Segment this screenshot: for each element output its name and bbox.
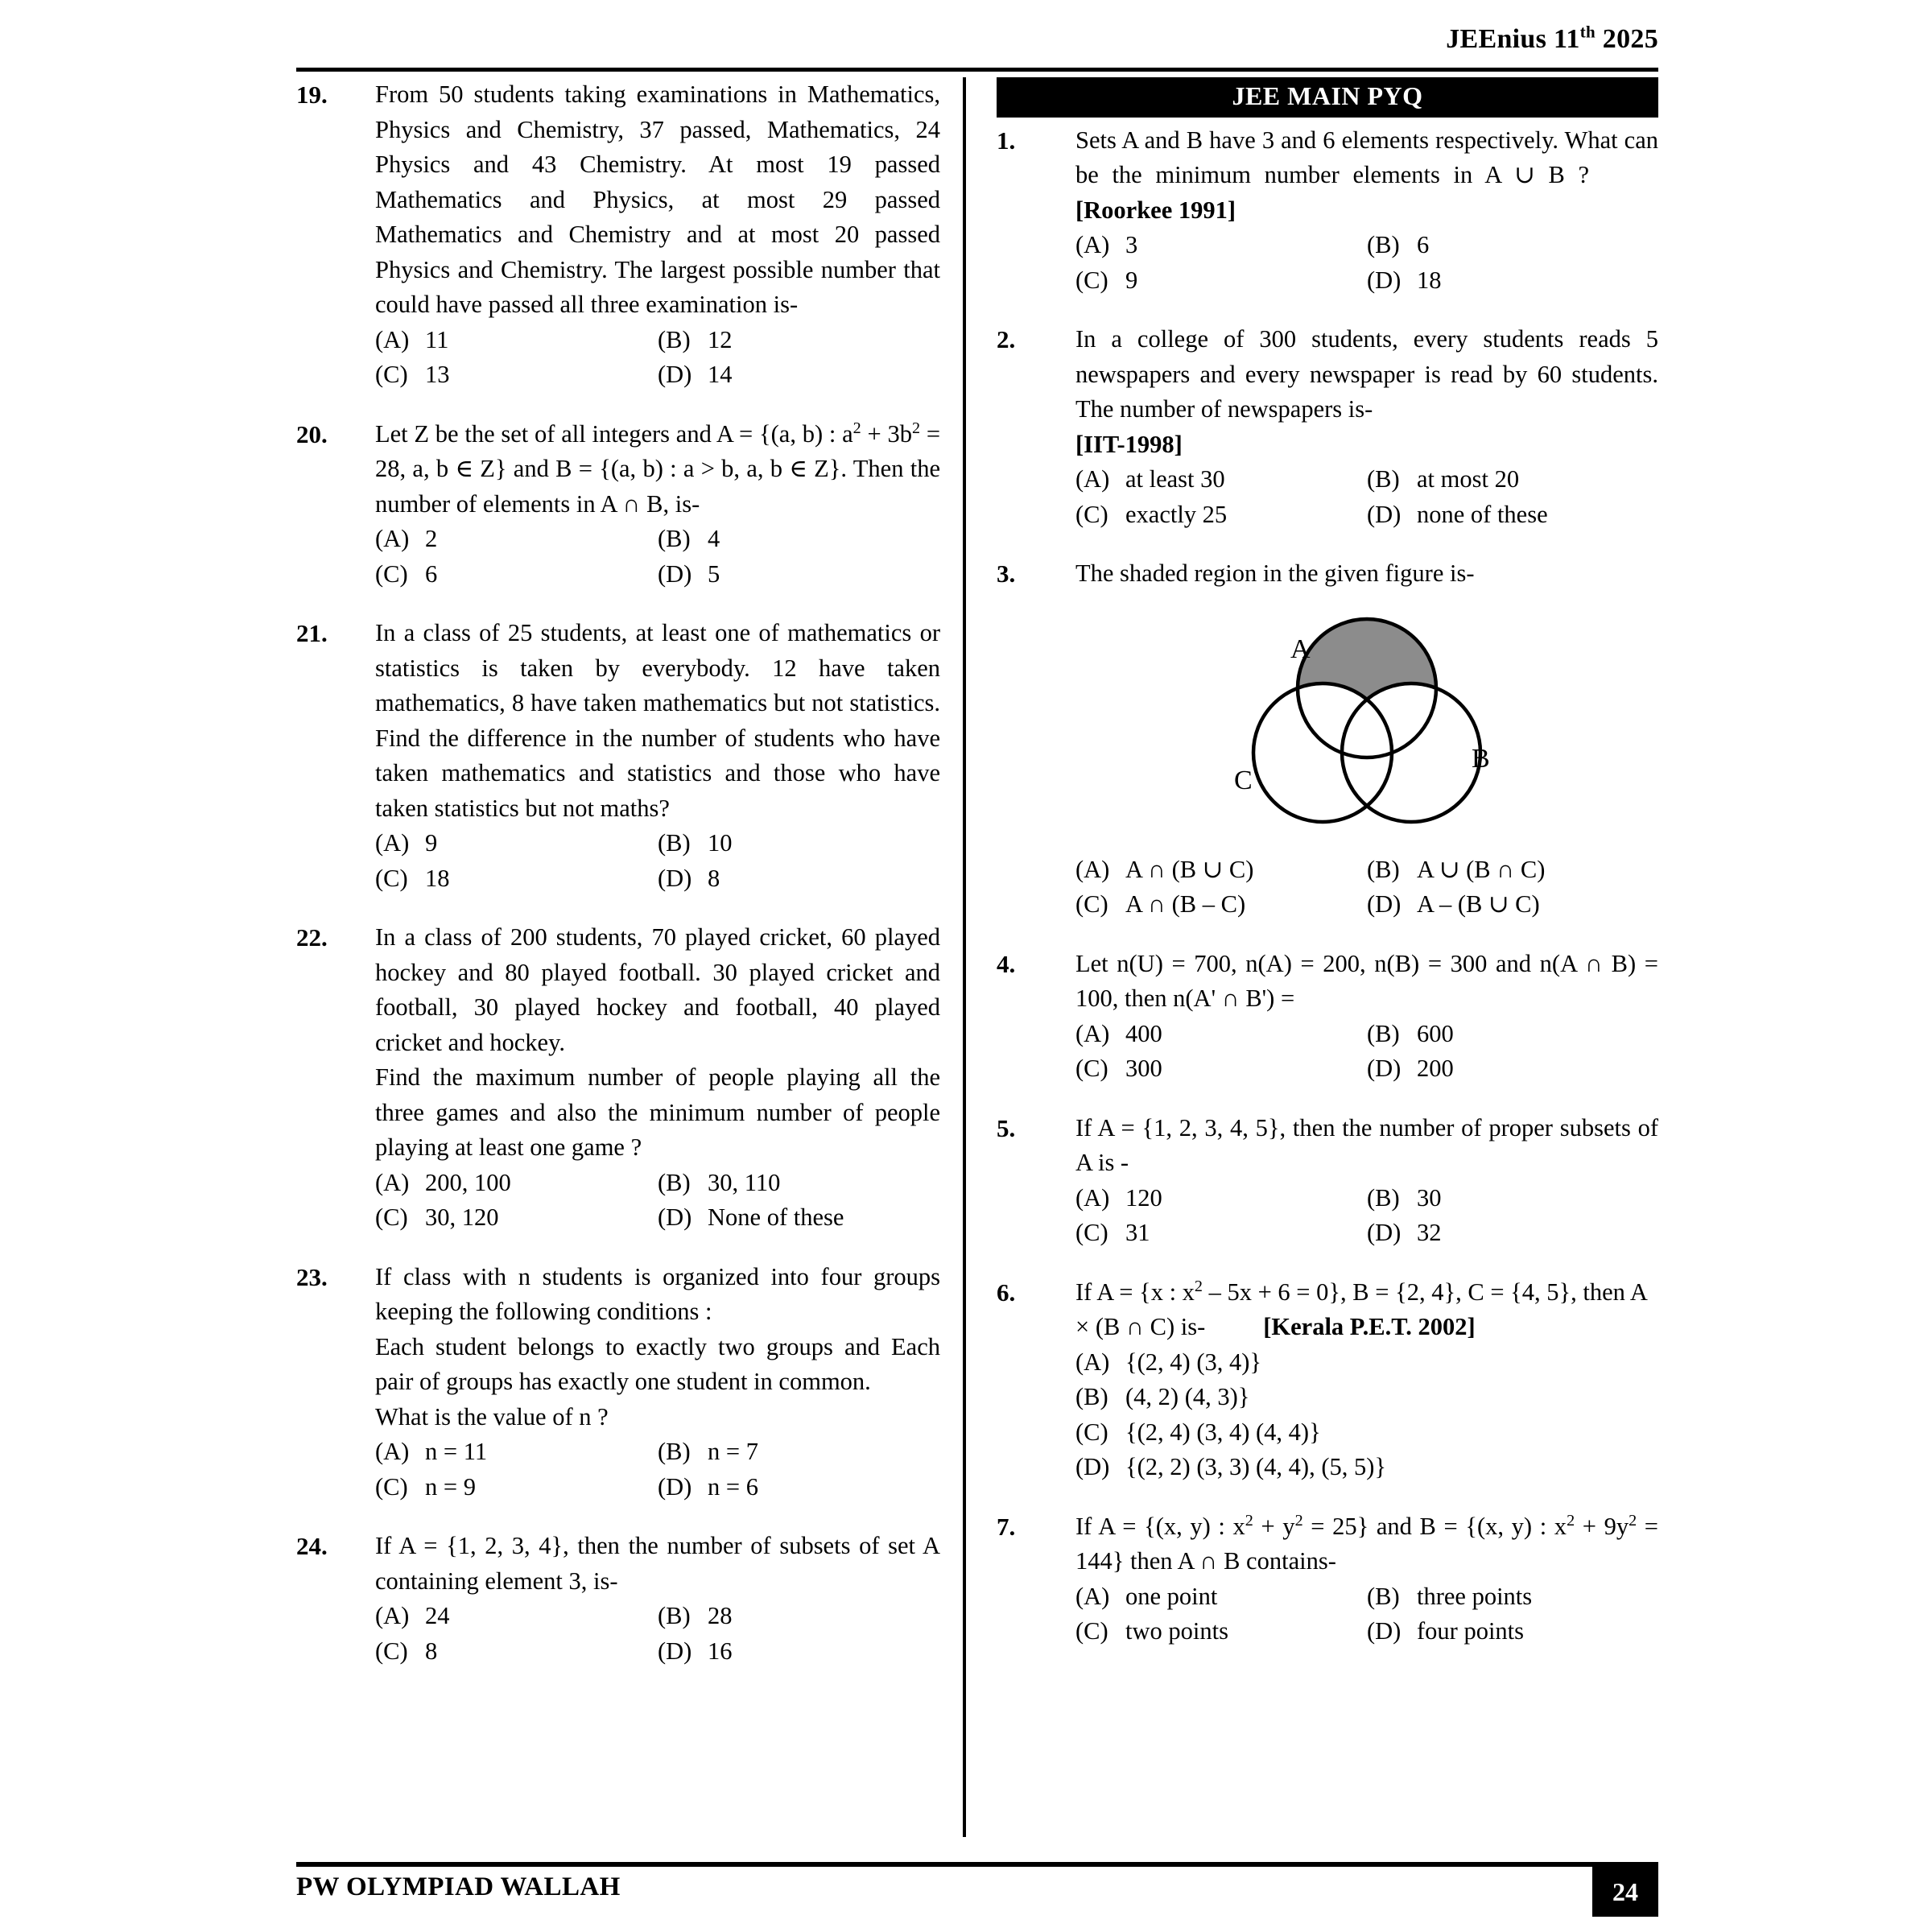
column-divider — [963, 77, 966, 1837]
option-c-label: (C) — [1075, 1617, 1108, 1645]
options-row — [375, 1435, 940, 1470]
footer-rule — [296, 1862, 1658, 1867]
option-a-label: (A) — [375, 525, 410, 552]
option-b-label: (B) — [1075, 1383, 1108, 1411]
option-a-text: 24 — [425, 1602, 450, 1629]
option-a-label: (A) — [1075, 1582, 1110, 1610]
question-number: 3. — [997, 559, 1016, 588]
question-text: The shaded region in the given figure is- — [1075, 559, 1475, 588]
options-row — [1075, 1380, 1658, 1415]
option-d-label: (D) — [1367, 890, 1402, 919]
option-a-label: (A) — [375, 1438, 410, 1465]
options-list — [1075, 462, 1658, 532]
venn-diagram-3-circle — [1194, 600, 1540, 841]
option-d-text: 8 — [708, 864, 720, 892]
options-row — [375, 861, 940, 897]
option-b[interactable] — [658, 1435, 940, 1470]
question-body — [375, 920, 940, 1236]
option-d-label: (D) — [658, 559, 692, 588]
option-b-label: (B) — [658, 829, 691, 857]
option-b-text: three points — [1417, 1582, 1533, 1610]
question-text: Let n(U) = 700, n(A) = 200, n(B) = 300 and n(A ∩ B) = 100, then n(A' ∩ B') = — [1075, 949, 1658, 1013]
option-b[interactable] — [1367, 1017, 1658, 1052]
option-c-text: n = 9 — [425, 1472, 476, 1501]
question-text-part-1: If A = {(x, y) : x — [1075, 1512, 1245, 1540]
question-text-part-2: – 5x + 6 = 0}, B = {2, 4}, C = {4, 5}, then A × (B ∩ C) is- — [1075, 1278, 1647, 1341]
options-row — [375, 323, 940, 358]
option-d-text: A – (B ∪ C) — [1417, 890, 1540, 919]
option-d[interactable] — [658, 1634, 940, 1670]
venn-label-a: A — [1290, 634, 1311, 664]
option-b-label: (B) — [658, 525, 691, 552]
option-b[interactable] — [1367, 852, 1658, 888]
question-text-para-3: What is the value of n ? — [375, 1402, 609, 1430]
options-row — [1075, 1415, 1658, 1451]
option-c-label: (C) — [375, 1637, 408, 1665]
option-d[interactable] — [658, 1470, 940, 1505]
option-a-label: (A) — [1075, 1348, 1110, 1376]
header-rule — [296, 68, 1658, 72]
options-list — [1075, 1579, 1658, 1649]
options-row — [1075, 1614, 1658, 1649]
option-a[interactable] — [375, 1599, 658, 1634]
question-number: 22. — [296, 923, 328, 952]
option-b[interactable] — [658, 323, 940, 358]
option-d[interactable] — [658, 357, 940, 393]
option-d-text: None of these — [708, 1203, 844, 1231]
option-b-text: A ∪ (B ∩ C) — [1417, 855, 1546, 883]
venn-diagram-figure — [1075, 600, 1658, 841]
option-b-text: 4 — [708, 525, 720, 552]
option-a-text: 400 — [1125, 1019, 1162, 1047]
option-a[interactable] — [1075, 1017, 1367, 1052]
question-20 — [296, 417, 940, 592]
question-text — [1075, 1275, 1658, 1345]
options-row — [1075, 1579, 1658, 1615]
question-number: 21. — [296, 619, 328, 647]
options-row — [375, 557, 940, 592]
options-list — [375, 1166, 940, 1236]
option-b-text: 30, 110 — [708, 1168, 781, 1196]
question-22 — [296, 920, 940, 1236]
option-a-label: (A) — [375, 1602, 410, 1629]
question-number: 1. — [997, 126, 1016, 155]
pyq-question-4 — [997, 947, 1658, 1087]
option-d[interactable] — [1367, 1216, 1658, 1251]
options-row — [1075, 263, 1658, 299]
question-21 — [296, 616, 940, 896]
option-c-label: (C) — [1075, 1418, 1108, 1446]
option-c[interactable] — [375, 357, 658, 393]
options-row — [375, 1470, 940, 1505]
option-a-text: 3 — [1125, 231, 1138, 259]
option-c-text: 30, 120 — [425, 1203, 499, 1231]
option-a-label: (A) — [375, 1168, 410, 1196]
pyq-question-5 — [997, 1111, 1658, 1251]
option-b-label: (B) — [1367, 1019, 1400, 1047]
option-d-label: (D) — [1367, 1219, 1402, 1247]
options-row — [375, 1200, 940, 1236]
option-b-text: 600 — [1417, 1019, 1454, 1047]
question-text-part-3: = 28, a, b ∈ Z} and B = {(a, b) : a > b, a, b ∈ Z}. Then the number of elements in A ∩ B, is- — [375, 419, 941, 518]
header-title-ordinal: th — [1579, 22, 1596, 42]
option-d-label: (D) — [658, 864, 692, 892]
venn-label-c: C — [1234, 765, 1253, 795]
option-b[interactable] — [1367, 462, 1658, 497]
option-d-text: 32 — [1417, 1219, 1442, 1247]
option-a[interactable] — [1075, 1181, 1367, 1216]
option-d-text: 18 — [1417, 266, 1442, 294]
question-text-part-5: = 144} then A ∩ B contains- — [1075, 1512, 1658, 1575]
options-row — [1075, 1017, 1658, 1052]
exponent-2: 2 — [911, 419, 921, 437]
options-row — [1075, 1345, 1658, 1381]
option-c-label: (C) — [375, 1203, 408, 1231]
question-number: 7. — [997, 1512, 1016, 1541]
question-body — [375, 77, 940, 393]
question-body — [1075, 947, 1658, 1087]
option-c[interactable] — [375, 861, 658, 897]
question-text-content: Sets A and B have 3 and 6 elements respectively. What can be the minimum number elements in A ∪ B ? — [1075, 126, 1658, 189]
option-c-label: (C) — [375, 864, 408, 892]
question-23 — [296, 1260, 940, 1505]
header-title-main: JEEnius 11 — [1446, 24, 1580, 54]
question-body — [375, 1529, 940, 1669]
option-d-label: (D) — [1367, 266, 1402, 294]
option-c-label: (C) — [1075, 500, 1108, 528]
option-d-text: four points — [1417, 1617, 1525, 1645]
option-c[interactable] — [375, 557, 658, 592]
option-a-label: (A) — [375, 829, 410, 857]
option-a-text: n = 11 — [425, 1438, 488, 1465]
options-row — [1075, 462, 1658, 497]
options-list — [1075, 1181, 1658, 1251]
question-text-part-3: = 25} and B = {(x, y) : x — [1302, 1512, 1567, 1540]
option-b-label: (B) — [1367, 465, 1400, 493]
option-c-text: 300 — [1125, 1055, 1162, 1083]
option-a-label: (A) — [1075, 1183, 1110, 1212]
option-b-text: n = 7 — [708, 1438, 758, 1465]
exponent-1: 2 — [1245, 1511, 1253, 1530]
option-d[interactable] — [1075, 1450, 1658, 1485]
options-list — [1075, 1345, 1658, 1485]
option-a-label: (A) — [1075, 231, 1110, 259]
option-c-text: exactly 25 — [1125, 500, 1228, 528]
options-row — [1075, 887, 1658, 923]
option-c-label: (C) — [375, 1472, 408, 1501]
option-b[interactable] — [1367, 228, 1658, 263]
options-row — [375, 1634, 940, 1670]
option-c[interactable] — [1075, 1216, 1367, 1251]
option-a-label: (A) — [375, 325, 410, 353]
options-list — [375, 522, 940, 592]
option-d[interactable] — [1367, 263, 1658, 299]
pyq-question-7 — [997, 1509, 1658, 1649]
question-body — [1075, 1509, 1658, 1649]
option-c-text: {(2, 4) (3, 4) (4, 4)} — [1125, 1418, 1321, 1446]
options-list — [375, 826, 940, 896]
option-d[interactable] — [1367, 1051, 1658, 1087]
option-c-label: (C) — [375, 559, 408, 588]
page-header — [290, 24, 1658, 55]
question-text: From 50 students taking examinations in Mathematics, Physics and Chemistry, 37 passed, Mathematics, 24 Physics and 43 Chemistry. At most 19 passed Mathematics and Physics, at most 29 passed Mathematics and Chemistry and at most 20 passed Physics and Chemistry. The largest possible number that could have passed all three examination is- — [375, 80, 940, 318]
option-c-text: A ∩ (B – C) — [1125, 890, 1246, 919]
options-row — [1075, 228, 1658, 263]
option-d-label: (D) — [1075, 1453, 1110, 1481]
option-c[interactable] — [1075, 1415, 1658, 1451]
option-c-label: (C) — [1075, 1219, 1108, 1247]
question-body — [1075, 123, 1658, 299]
question-body — [375, 616, 940, 896]
option-c[interactable] — [1075, 497, 1367, 533]
options-row — [375, 522, 940, 557]
option-a-label: (A) — [1075, 855, 1110, 883]
option-b[interactable] — [658, 826, 940, 861]
option-d[interactable] — [658, 861, 940, 897]
question-body — [1075, 322, 1658, 532]
option-d-label: (D) — [658, 1637, 692, 1665]
options-row — [375, 826, 940, 861]
option-a[interactable] — [1075, 1345, 1658, 1381]
option-b[interactable] — [658, 1166, 940, 1201]
left-column — [296, 77, 940, 1693]
question-body — [1075, 1111, 1658, 1251]
option-a[interactable] — [375, 1435, 658, 1470]
option-b-label: (B) — [658, 1602, 691, 1629]
question-19 — [296, 77, 940, 393]
option-b-label: (B) — [658, 325, 691, 353]
option-b[interactable] — [1367, 1579, 1658, 1615]
option-b-text: 30 — [1417, 1183, 1442, 1212]
options-row — [1075, 1051, 1658, 1087]
option-a[interactable] — [1075, 462, 1367, 497]
option-c-text: 18 — [425, 864, 450, 892]
option-b-label: (B) — [658, 1168, 691, 1196]
option-d-text: 5 — [708, 559, 720, 588]
option-c[interactable] — [1075, 1051, 1367, 1087]
option-a[interactable] — [375, 323, 658, 358]
options-row — [1075, 497, 1658, 533]
options-row — [1075, 1181, 1658, 1216]
option-a-text: A ∩ (B ∪ C) — [1125, 855, 1254, 883]
option-b-label: (B) — [1367, 855, 1400, 883]
question-body — [375, 1260, 940, 1505]
options-row — [1075, 1216, 1658, 1251]
pyq-question-6 — [997, 1275, 1658, 1485]
option-a[interactable] — [1075, 228, 1367, 263]
option-c-label: (C) — [1075, 1055, 1108, 1083]
exponent-1: 2 — [1194, 1277, 1203, 1295]
option-a[interactable] — [375, 1166, 658, 1201]
question-body — [1075, 556, 1658, 923]
option-d-label: (D) — [658, 361, 692, 388]
option-d-label: (D) — [1367, 1055, 1402, 1083]
option-d[interactable] — [658, 557, 940, 592]
option-b-text: at most 20 — [1417, 465, 1520, 493]
question-text-part-2: + 3b — [861, 419, 912, 448]
source-tag: [IIT-1998] — [1075, 430, 1183, 458]
option-d-label: (D) — [658, 1203, 692, 1231]
pyq-question-2 — [997, 322, 1658, 532]
option-d-text: {(2, 2) (3, 3) (4, 4), (5, 5)} — [1125, 1453, 1387, 1481]
option-d[interactable] — [1367, 497, 1658, 533]
option-a-text: 120 — [1125, 1183, 1162, 1212]
option-d-text: 200 — [1417, 1055, 1454, 1083]
option-b-label: (B) — [658, 1438, 691, 1465]
option-b-text: 6 — [1417, 231, 1430, 259]
option-a[interactable] — [375, 826, 658, 861]
option-c[interactable] — [375, 1634, 658, 1670]
option-b[interactable] — [658, 1599, 940, 1634]
options-row — [1075, 852, 1658, 888]
option-b-label: (B) — [1367, 1582, 1400, 1610]
question-body — [375, 417, 940, 592]
option-a-label: (A) — [1075, 1019, 1110, 1047]
exponent-1: 2 — [852, 419, 861, 437]
question-text: In a class of 25 students, at least one of mathematics or statistics is taken by everybody. 12 have taken mathematics, 8 have taken mathematics but not statistics. Find the difference in the number of students who have taken mathematics and statistics and those who have taken statistics but not maths? — [375, 619, 940, 822]
question-number: 4. — [997, 949, 1016, 978]
question-number: 19. — [296, 80, 328, 109]
pyq-question-1 — [997, 123, 1658, 299]
options-list — [1075, 1017, 1658, 1087]
option-c-text: two points — [1125, 1617, 1228, 1645]
option-b-text: 10 — [708, 829, 733, 857]
option-b[interactable] — [658, 522, 940, 557]
option-a-text: one point — [1125, 1582, 1218, 1610]
option-a-label: (A) — [1075, 465, 1110, 493]
option-a-text: 9 — [425, 829, 438, 857]
exponent-2: 2 — [1294, 1511, 1303, 1530]
question-body — [1075, 1275, 1658, 1485]
option-b-label: (B) — [1367, 231, 1400, 259]
exponent-4: 2 — [1629, 1511, 1637, 1530]
question-text-para-2: Find the maximum number of people playing all the three games and also the minimum number of people playing at least one game ? — [375, 1063, 940, 1161]
option-c-text: 8 — [425, 1637, 438, 1665]
options-list — [1075, 852, 1658, 923]
option-d[interactable] — [658, 1200, 940, 1236]
pyq-question-3 — [997, 556, 1658, 923]
option-d-text: n = 6 — [708, 1472, 758, 1501]
question-text-part-2: + y — [1253, 1512, 1295, 1540]
right-column — [997, 77, 1658, 1674]
options-row — [375, 357, 940, 393]
question-text — [1075, 1509, 1658, 1579]
option-c[interactable] — [1075, 263, 1367, 299]
section-band-jee-main-pyq: JEE MAIN PYQ — [997, 77, 1658, 118]
option-b-text: 28 — [708, 1602, 733, 1629]
question-number: 6. — [997, 1278, 1016, 1307]
exponent-3: 2 — [1567, 1511, 1575, 1530]
option-c[interactable] — [375, 1200, 658, 1236]
option-d[interactable] — [1367, 887, 1658, 923]
options-list — [1075, 228, 1658, 298]
option-c-text: 13 — [425, 361, 450, 388]
question-24 — [296, 1529, 940, 1669]
option-c-label: (C) — [1075, 890, 1108, 919]
question-number: 5. — [997, 1113, 1016, 1142]
option-d-label: (D) — [1367, 1617, 1402, 1645]
question-number: 24. — [296, 1532, 328, 1560]
question-text: If A = {1, 2, 3, 4, 5}, then the number of proper subsets of A is - — [1075, 1113, 1658, 1177]
question-text-part-1: If A = {x : x — [1075, 1278, 1195, 1306]
option-a[interactable] — [1075, 1579, 1367, 1615]
option-c-text: 6 — [425, 559, 438, 588]
option-c-label: (C) — [1075, 266, 1108, 294]
option-d[interactable] — [1367, 1614, 1658, 1649]
option-c[interactable] — [1075, 887, 1367, 923]
question-text: In a college of 300 students, every students reads 5 newspapers and every newspaper is read by 60 students. The number of newspapers is- — [1075, 325, 1658, 423]
option-c[interactable] — [1075, 1614, 1367, 1649]
options-row — [375, 1599, 940, 1634]
option-d-label: (D) — [1367, 500, 1402, 528]
question-text: If A = {1, 2, 3, 4}, then the number of subsets of set A containing element 3, is- — [375, 1532, 940, 1595]
question-text-part-4: + 9y — [1575, 1512, 1629, 1540]
question-text-para-2: Each student belongs to exactly two groups and Each pair of groups has exactly one student in common. — [375, 1332, 940, 1395]
question-text — [1075, 123, 1658, 229]
option-a-text: 11 — [425, 325, 449, 353]
option-a[interactable] — [1075, 852, 1367, 888]
option-d-text: none of these — [1417, 500, 1548, 528]
option-d-text: 16 — [708, 1637, 733, 1665]
option-c-label: (C) — [375, 361, 408, 388]
question-number: 23. — [296, 1262, 328, 1291]
options-row — [1075, 1450, 1658, 1485]
venn-label-b: B — [1472, 743, 1490, 774]
option-c-text: 9 — [1125, 266, 1138, 294]
source-tag: [Kerala P.E.T. 2002] — [1263, 1313, 1476, 1341]
options-list — [375, 1599, 940, 1669]
question-text — [375, 417, 940, 522]
option-c[interactable] — [375, 1470, 658, 1505]
option-a-text: 2 — [425, 525, 438, 552]
question-number: 20. — [296, 419, 328, 448]
option-b-text: 12 — [708, 325, 733, 353]
options-list — [375, 1435, 940, 1505]
option-b[interactable] — [1075, 1380, 1658, 1415]
question-text-part-1: Let Z be the set of all integers and A = {(a, b) : a — [375, 419, 853, 448]
option-a[interactable] — [375, 522, 658, 557]
header-title-year: 2025 — [1602, 24, 1658, 54]
option-b-label: (B) — [1367, 1183, 1400, 1212]
page-number-badge: 24 — [1592, 1867, 1658, 1917]
option-b[interactable] — [1367, 1181, 1658, 1216]
option-a-text: 200, 100 — [425, 1168, 511, 1196]
option-d-text: 14 — [708, 361, 733, 388]
source-tag: [Roorkee 1991] — [1075, 196, 1236, 224]
option-d-label: (D) — [658, 1472, 692, 1501]
footer-brand: PW OLYMPIAD WALLAH — [296, 1872, 621, 1901]
options-row — [375, 1166, 940, 1201]
question-text-para-1: In a class of 200 students, 70 played cricket, 60 played hockey and 80 played football. 30 played cricket and football, 30 played hockey and football, 40 played cricket and hockey. — [375, 923, 940, 1056]
question-text-para-1: If class with n students is organized into four groups keeping the following conditions : — [375, 1262, 940, 1325]
options-list — [375, 323, 940, 393]
option-c-text: 31 — [1125, 1219, 1150, 1247]
option-a-text: {(2, 4) (3, 4)} — [1125, 1348, 1262, 1376]
option-b-text: (4, 2) (4, 3)} — [1125, 1383, 1250, 1411]
question-number: 2. — [997, 325, 1016, 354]
option-a-text: at least 30 — [1125, 465, 1225, 493]
